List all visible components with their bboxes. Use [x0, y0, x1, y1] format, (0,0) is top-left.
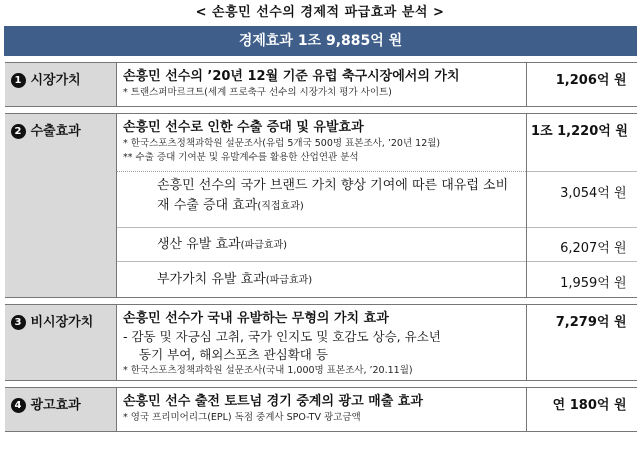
row-bullet: 동기 부여, 해외스포츠 관심확대 등 — [139, 347, 328, 362]
sub-description — [117, 228, 527, 262]
sub-text: 손흥민 선수의 국가 브랜드 가치 향상 기여에 따른 대유럽 소비재 수출 증대 효과 — [157, 178, 509, 213]
category-non-market-value — [5, 305, 117, 381]
sub-tag: (파급효과) — [265, 275, 313, 286]
row-note: * 트랜스퍼마르크트(세계 프로축구 선수의 시장가치 평가 사이트) — [123, 87, 392, 98]
description-cell — [117, 388, 527, 432]
category-label: 비시장가치 — [30, 315, 94, 330]
row-export-effect — [5, 114, 637, 172]
category-label: 수출효과 — [30, 124, 81, 139]
sub-tag: (파급효과) — [240, 240, 288, 251]
value-cell: 1,206억 원 — [527, 63, 637, 107]
category-export-effect — [5, 114, 117, 298]
total-banner: 경제효과 1조 9,885억 원 — [5, 27, 637, 56]
category-label: 광고효과 — [30, 398, 81, 413]
value-cell: 연 180억 원 — [527, 388, 637, 432]
sub-value: 3,054억 원 — [527, 172, 637, 228]
row-note: * 영국 프리미어리그(EPL) 독점 중계사 SPO-TV 광고금액 — [123, 412, 361, 423]
page-title: < 손흥민 선수의 경제적 파급효과 분석 > — [195, 5, 445, 20]
row-market-value — [5, 63, 637, 107]
row-note: ** 수출 증대 기여분 및 유발계수를 활용한 산업연관 분석 — [123, 152, 359, 163]
sub-text: 생산 유발 효과 — [157, 237, 241, 252]
sub-text: 부가가치 유발 효과 — [157, 272, 266, 287]
sub-description — [117, 262, 527, 298]
number-badge: 3 — [11, 315, 26, 330]
value-cell: 7,279억 원 — [527, 305, 637, 381]
row-note: * 한국스포츠정책과학원 설문조사(국내 1,000명 표본조사, ’20.11월) — [123, 365, 413, 376]
total-banner-row — [5, 27, 637, 56]
row-non-market-value — [5, 305, 637, 381]
sub-tag: (직접효과) — [257, 201, 304, 212]
description-cell — [117, 114, 527, 172]
category-ad-effect — [5, 388, 117, 432]
row-heading: 손흥민 선수의 ’20년 12월 기준 유럽 축구시장에서의 가치 — [123, 69, 460, 84]
row-heading: 손흥민 선수가 국내 유발하는 무형의 가치 효과 — [123, 311, 389, 326]
sub-value: 1,959억 원 — [527, 262, 637, 298]
number-badge: 2 — [11, 124, 26, 139]
description-cell — [117, 63, 527, 107]
category-label: 시장가치 — [30, 73, 81, 88]
row-bullet: - 감동 및 자긍심 고취, 국가 인지도 및 호감도 상승, 유소년 — [123, 329, 441, 344]
category-market-value — [5, 63, 117, 107]
sub-value: 6,207억 원 — [527, 228, 637, 262]
row-ad-effect — [5, 388, 637, 432]
number-badge: 4 — [11, 398, 26, 413]
row-heading: 손흥민 선수로 인한 수출 증대 및 유발효과 — [123, 120, 364, 135]
value-cell: 1조 1,220억 원 — [527, 114, 637, 172]
number-badge: 1 — [11, 73, 26, 88]
economic-effects-table — [4, 26, 637, 432]
sub-description — [117, 172, 527, 228]
description-cell — [117, 305, 527, 381]
row-heading: 손흥민 선수 출전 토트넘 경기 중계의 광고 매출 효과 — [123, 394, 423, 409]
row-note: * 한국스포츠정책과학원 설문조사(유럽 5개국 500명 표본조사, ’20년 12월) — [123, 138, 441, 149]
